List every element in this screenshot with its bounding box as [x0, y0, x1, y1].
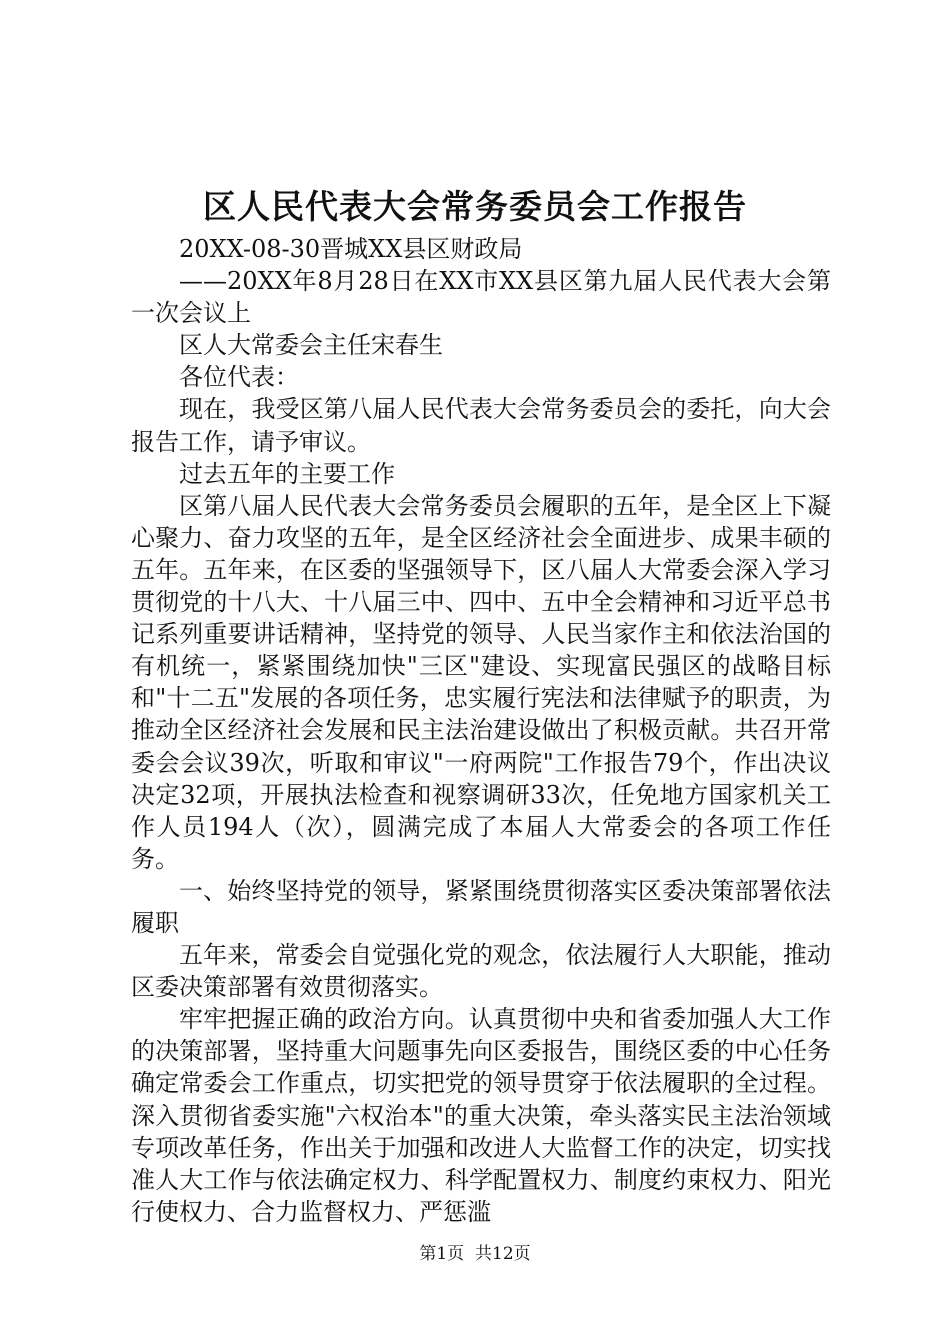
section-heading-one: 一、始终坚持党的领导，紧紧围绕贯彻落实区委决策部署依法履职 [131, 876, 831, 937]
document-body [131, 233, 831, 1228]
summary-paragraph: 区第八届人民代表大会常务委员会履职的五年，是全区上下凝心聚力、奋力攻坚的五年，是全区经济社会全面进步、成果丰硕的五年。五年来，在区委的坚强领导下，区八届人大常委会深入学习贯彻党的十八大、十八届三中、四中、五中全会精神和习近平总书记系列重要讲话精神，坚持党的领导、人民当家作主和依法治国的有机统一，紧紧围绕加快"三区"建设、实现富民强区的战略目标和"十二五"发展的各项任务，忠实履行宪法和法律赋予的职责，为推动全区经济社会发展和民主法治建设做出了积极贡献。共召开常委会会议39次，听取和审议"一府两院"工作报告79个，作出决议决定32项，开展执法检查和视察调研33次，任免地方国家机关工作人员194人（次），圆满完成了本届人大常委会的各项工作任务。 [131, 491, 831, 873]
opening-paragraph: 现在，我受区第八届人民代表大会常务委员会的委托，向大会报告工作，请予审议。 [131, 395, 831, 456]
section-heading-past-five-years: 过去五年的主要工作 [179, 459, 395, 488]
section-one-intro: 五年来，常委会自觉强化党的观念，依法履行人大职能，推动区委决策部署有效贯彻落实。 [131, 941, 831, 1002]
document-title: 区人民代表大会常务委员会工作报告 [203, 187, 747, 226]
speaker-line: 区人大常委会主任宋春生 [179, 331, 443, 360]
page-number: 第1页 [419, 1244, 465, 1264]
page-footer [0, 1243, 950, 1265]
salutation: 各位代表： [179, 363, 299, 392]
meeting-subtitle: ——20XX年8月28日在XX市XX县区第九届人民代表大会第一次会议上 [131, 267, 831, 328]
page-total: 共12页 [475, 1244, 531, 1264]
political-direction-paragraph: 牢牢把握正确的政治方向。认真贯彻中央和省委加强人大工作的决策部署，坚持重大问题事先向区委报告，围绕区委的中心任务确定常委会工作重点，切实把党的领导贯穿于依法履职的全过程。深入贯彻省委实施"六权治本"的重大决策，牵头落实民主法治领域专项改革任务，作出关于加强和改进人大监督工作的决定，切实找准人大工作与依法确定权力、科学配置权力、制度约束权力、阳光行使权力、合力监督权力、严惩滥 [131, 1005, 831, 1226]
date-source-line: 20XX-08-30晋城XX县区财政局 [179, 235, 523, 263]
